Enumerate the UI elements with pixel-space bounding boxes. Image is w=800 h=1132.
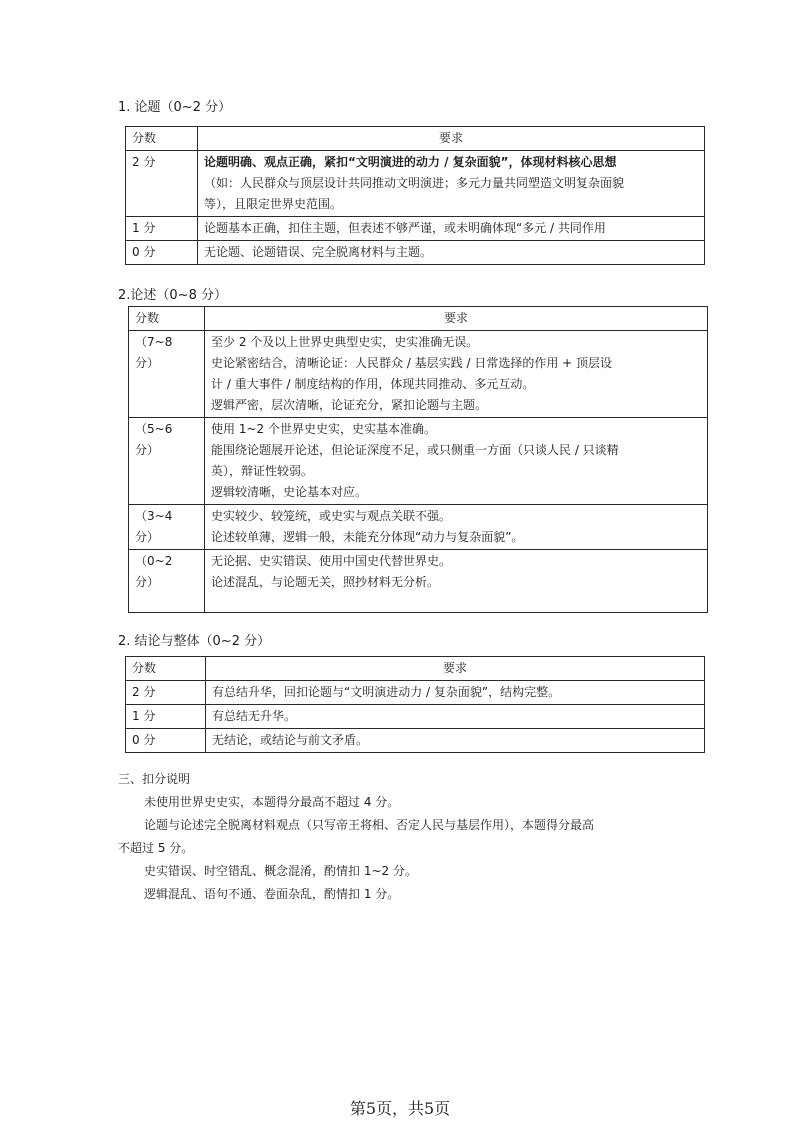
- score-cell: 2 分: [126, 151, 198, 217]
- argument-rubric-table: [128, 306, 708, 613]
- requirement-cell: [205, 505, 708, 550]
- table-row: [126, 681, 705, 705]
- table-row: [126, 241, 705, 265]
- score-cell: 2 分: [126, 681, 206, 705]
- requirement-line: 等），且限定世界史范围。: [204, 197, 343, 211]
- score-cell: [129, 550, 205, 613]
- score-cell: 0 分: [126, 241, 198, 265]
- score-line: （5~6: [135, 422, 173, 436]
- page-number-footer: 第5页，共5页: [349, 1099, 451, 1118]
- requirement-cell: 无结论，或结论与前文矛盾。: [206, 729, 705, 753]
- deduction-item: 论题与论述完全脱离材料观点（只写帝王将相、否定人民与基层作用），本题得分最高: [144, 818, 595, 832]
- table-header-row: [126, 657, 705, 681]
- requirement-cell: [198, 151, 705, 217]
- table-row: [129, 331, 708, 418]
- requirement-line: 英），辩证性较弱。: [211, 464, 314, 478]
- requirement-line: 论题基本正确，扣住主题，但表述不够严谨，或未明确体现“多元 / 共同作用: [204, 221, 606, 235]
- score-cell: 1 分: [126, 705, 206, 729]
- requirement-column-header: 要求: [205, 307, 708, 331]
- requirement-line: 史论紧密结合，清晰论证：人民群众 / 基层实践 / 日常选择的作用 + 顶层设: [211, 356, 613, 370]
- requirement-cell: [205, 331, 708, 418]
- deduction-item: 史实错误、时空错乱、概念混淆，酌情扣 1~2 分。: [144, 864, 417, 878]
- section1-heading: 1. 论题（0~2 分）: [118, 100, 232, 115]
- requirement-line: 使用 1~2 个世界史史实，史实基本准确。: [211, 422, 436, 436]
- requirement-line: 论述混乱，与论题无关，照抄材料无分析。: [211, 575, 440, 589]
- requirement-line: 计 / 重大事件 / 制度结构的作用，体现共同推动、多元互动。: [211, 377, 535, 391]
- table-row: [129, 550, 708, 613]
- requirement-line: 逻辑严密，层次清晰，论证充分，紧扣论题与主题。: [211, 398, 488, 412]
- score-cell: [129, 331, 205, 418]
- score-line: 分）: [135, 356, 160, 370]
- table-header-row: [129, 307, 708, 331]
- deduction-item-continuation: 不超过 5 分。: [118, 841, 194, 855]
- requirement-line: 至少 2 个及以上世界史典型史实，史实准确无误。: [211, 335, 479, 349]
- requirement-line: 能围绕论题展开论述，但论证深度不足，或只侧重一方面（只谈人民 / 只谈精: [211, 443, 619, 457]
- score-cell: 1 分: [126, 217, 198, 241]
- score-line: （0~2: [135, 554, 173, 568]
- table-row: [126, 151, 705, 217]
- table-row: [129, 505, 708, 550]
- section3-heading: 2. 结论与整体（0~2 分）: [118, 634, 271, 649]
- score-line: （3~4: [135, 509, 173, 523]
- deduction-title: 三、扣分说明: [118, 772, 191, 786]
- table-row: [126, 729, 705, 753]
- requirement-cell: [205, 418, 708, 505]
- table-row: [126, 217, 705, 241]
- table-header-row: [126, 127, 705, 151]
- requirement-cell: 有总结升华，回扣论题与“文明演进动力 / 复杂面貌”，结构完整。: [206, 681, 705, 705]
- requirement-cell: [205, 550, 708, 613]
- section2-heading: 2.论述（0~8 分）: [118, 288, 227, 303]
- score-line: 分）: [135, 575, 160, 589]
- topic-rubric-table: [125, 126, 705, 265]
- deduction-item: 未使用世界史史实，本题得分最高不超过 4 分。: [144, 795, 400, 809]
- conclusion-rubric-table: [125, 656, 705, 753]
- requirement-line: （如：人民群众与顶层设计共同推动文明演进；多元力量共同塑造文明复杂面貌: [204, 176, 625, 190]
- score-column-header: 分数: [129, 307, 205, 331]
- requirement-line: 论述较单薄，逻辑一般，未能充分体现“动力与复杂面貌”。: [211, 530, 524, 544]
- score-cell: [129, 418, 205, 505]
- table-row: [129, 418, 708, 505]
- requirement-cell: 有总结无升华。: [206, 705, 705, 729]
- deduction-item: 逻辑混乱、语句不通、卷面杂乱，酌情扣 1 分。: [144, 887, 400, 901]
- table-row: [126, 705, 705, 729]
- deduction-notes: [118, 768, 718, 906]
- score-line: 分）: [135, 530, 160, 544]
- requirement-column-header: 要求: [198, 127, 705, 151]
- score-column-header: 分数: [126, 127, 198, 151]
- score-cell: [129, 505, 205, 550]
- requirement-line: 无论题、论题错误、完全脱离材料与主题。: [204, 245, 433, 259]
- requirement-column-header: 要求: [206, 657, 705, 681]
- requirement-cell: [198, 217, 705, 241]
- requirement-cell: [198, 241, 705, 265]
- requirement-line: 论题明确、观点正确，紧扣“文明演进的动力 / 复杂面貌”，体现材料核心思想: [204, 155, 617, 169]
- score-column-header: 分数: [126, 657, 206, 681]
- score-line: （7~8: [135, 335, 173, 349]
- requirement-line: 逻辑较清晰，史论基本对应。: [211, 485, 368, 499]
- requirement-line: 史实较少、较笼统，或史实与观点关联不强。: [211, 509, 452, 523]
- score-line: 分）: [135, 443, 160, 457]
- score-cell: 0 分: [126, 729, 206, 753]
- requirement-line: 无论据、史实错误、使用中国史代替世界史。: [211, 554, 452, 568]
